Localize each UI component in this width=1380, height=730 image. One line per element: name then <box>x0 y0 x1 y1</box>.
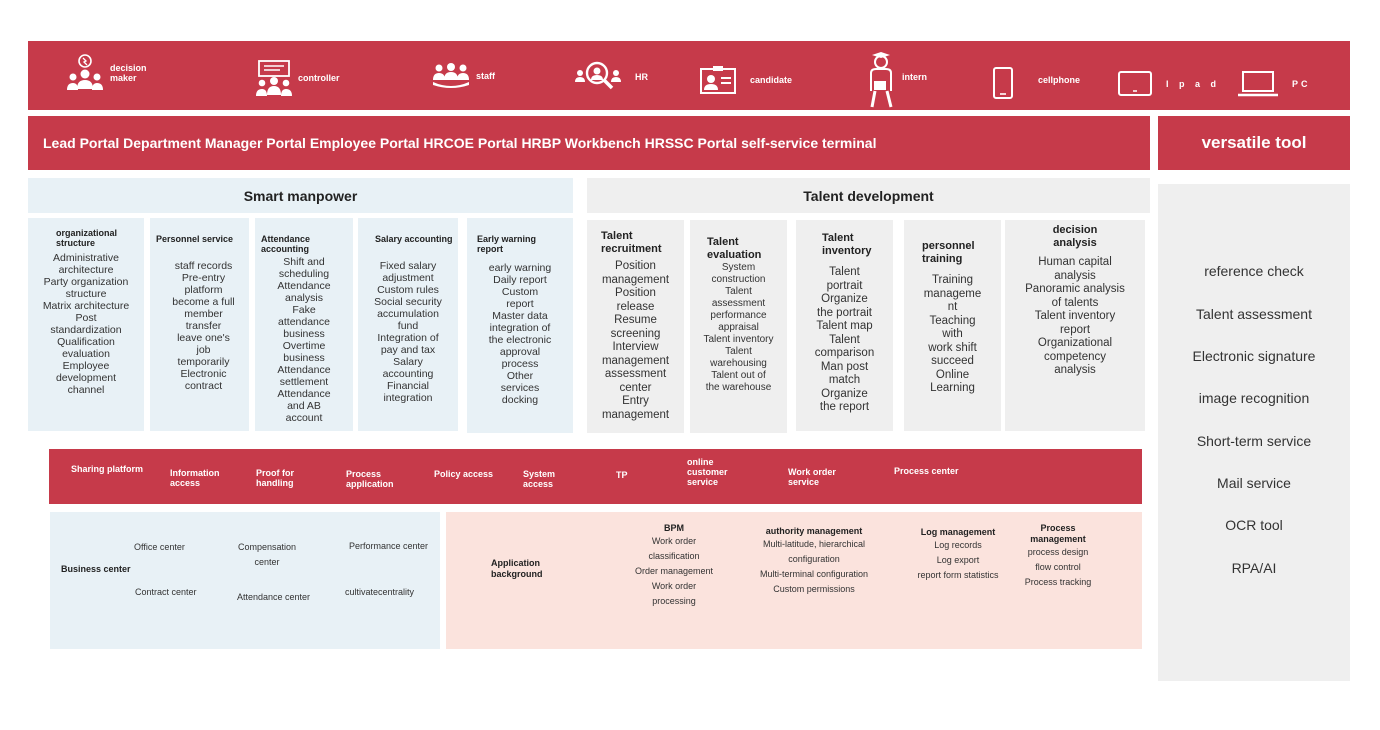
column-items: Fixed salary adjustment Custom rules Social security accumulation fund Integration of pay and tax Salary accounting Financial integration <box>374 260 442 404</box>
manpower-column[interactable] <box>467 218 573 433</box>
application-background-panel <box>446 512 1142 649</box>
versatile-tool-header <box>1158 116 1350 170</box>
user-label: cellphone <box>1038 75 1081 85</box>
cellphone-icon <box>992 67 1014 99</box>
user-label: candidate <box>750 75 793 85</box>
user-staff[interactable] <box>432 63 495 89</box>
column-items: System construction Talent assessment performance appraisal Talent inventory Talent warehousing Talent out of the warehouse <box>703 262 774 393</box>
user-label: intern <box>902 72 928 82</box>
app-group-process[interactable] <box>1013 523 1103 590</box>
user-label: I p a d <box>1166 79 1217 89</box>
column-items: Human capital analysis Panoramic analysis of talents Talent inventory report Organizational competency analysis <box>1025 256 1125 376</box>
tool-item[interactable]: Talent assessment <box>1196 306 1312 322</box>
column-title: Early warning report <box>477 234 537 254</box>
user-decision-maker[interactable] <box>66 53 147 93</box>
smart-manpower-header <box>28 178 573 213</box>
portal-strip <box>28 116 1150 170</box>
tool-item[interactable]: RPA/AI <box>1231 560 1277 576</box>
app-group-items: process design flow control Process tracking <box>1024 547 1092 587</box>
column-title: Talent recruitment <box>601 230 662 255</box>
talent-column[interactable] <box>690 220 787 433</box>
versatile-tool-title: versatile tool <box>1201 133 1307 152</box>
candidate-icon <box>700 65 736 95</box>
column-items: Training manageme nt Teaching with work shift succeed Online Learning <box>923 274 982 394</box>
column-title: Personnel service <box>156 234 234 244</box>
user-label: HR <box>635 72 648 82</box>
talent-development-title: Talent development <box>803 187 934 204</box>
talent-column[interactable] <box>904 220 1001 431</box>
column-title: Attendance accounting <box>261 234 311 254</box>
tool-item[interactable]: OCR tool <box>1225 517 1283 533</box>
app-group-title: Process management <box>1030 523 1086 544</box>
column-title: organizational structure <box>56 228 118 248</box>
column-items: Position management Position release Resume screening Interview management assessment center Entry management <box>601 260 670 421</box>
column-title: Talent inventory <box>822 232 872 257</box>
manpower-column[interactable] <box>255 218 353 431</box>
business-center-item[interactable]: Attendance center <box>237 592 311 602</box>
user-label: PC <box>1292 79 1311 89</box>
user-cellphone[interactable] <box>992 67 1080 99</box>
talent-development-header <box>587 178 1150 213</box>
user-intern[interactable] <box>866 51 927 109</box>
tool-item[interactable]: Electronic signature <box>1192 348 1316 364</box>
portal-list: Lead Portal Department Manager Portal Employee Portal HRCOE Portal HRBP Workbench HRSSC Portal self-service terminal <box>43 135 877 151</box>
app-group-title: Log management <box>920 527 996 537</box>
tool-item[interactable]: Mail service <box>1217 475 1291 491</box>
user-pc[interactable] <box>1238 71 1311 97</box>
business-center-panel <box>50 512 440 649</box>
sharing-item[interactable]: Process center <box>894 466 959 476</box>
sharing-item[interactable]: Sharing platform <box>71 464 144 474</box>
app-group-log[interactable] <box>908 527 1008 583</box>
user-role-bar <box>28 41 1350 110</box>
manpower-column[interactable] <box>150 218 249 431</box>
user-label: staff <box>476 71 496 81</box>
sharing-item[interactable]: Policy access <box>434 469 494 479</box>
business-center-item[interactable]: cultivatecentrality <box>345 587 415 597</box>
ipad-icon <box>1118 71 1152 97</box>
business-center-item[interactable]: Performance center <box>349 541 429 551</box>
talent-column[interactable] <box>587 220 684 433</box>
sharing-item[interactable]: TP <box>616 470 628 480</box>
smart-manpower-title: Smart manpower <box>243 187 358 204</box>
user-controller[interactable] <box>256 59 340 97</box>
controller-icon <box>256 59 292 97</box>
business-center-item[interactable]: Office center <box>134 542 185 552</box>
column-items: Administrative architecture Party organization structure Matrix architecture Post standardization Qualification evaluation Employee development channel <box>42 252 130 396</box>
sharing-item[interactable]: System access <box>523 469 556 489</box>
sharing-item[interactable]: Work order service <box>788 467 836 487</box>
column-title: Talent evaluation <box>707 236 762 261</box>
column-items: Shift and scheduling Attendance analysis Fake attendance business Overtime business Attendance settlement Attendance and AB account <box>277 256 331 424</box>
tool-item[interactable]: reference check <box>1204 263 1304 279</box>
column-items: Talent portrait Organize the portrait Talent map Talent comparison Man post match Organize the report <box>814 266 875 413</box>
decision-maker-icon <box>66 53 104 93</box>
user-label: decision maker <box>110 63 147 83</box>
business-center-item[interactable]: Compensation center <box>238 542 297 567</box>
manpower-column[interactable] <box>28 218 144 431</box>
user-candidate[interactable] <box>700 65 792 95</box>
staff-icon <box>432 63 470 89</box>
user-ipad[interactable] <box>1118 71 1216 97</box>
intern-icon <box>866 51 896 109</box>
app-group-title: authority management <box>765 526 863 536</box>
app-group-title: BPM <box>664 523 684 533</box>
hr-icon <box>575 61 621 93</box>
app-group-bpm[interactable] <box>624 523 724 609</box>
column-title: personnel training <box>922 240 975 265</box>
app-group-authority[interactable] <box>739 526 889 597</box>
user-hr[interactable] <box>575 61 648 93</box>
app-group-items: Log records Log export report form statistics <box>917 540 999 580</box>
column-items: early warning Daily report Custom report Master data integration of the electronic approval process Other services docking <box>488 262 552 406</box>
manpower-column[interactable] <box>358 218 458 431</box>
tool-item[interactable]: image recognition <box>1198 390 1310 406</box>
application-background-title: Application background <box>491 558 543 579</box>
business-center-item[interactable]: Contract center <box>135 587 197 597</box>
sharing-item[interactable]: Information access <box>170 468 220 488</box>
tool-item[interactable]: Short-term service <box>1196 433 1312 449</box>
column-title: decision analysis <box>1052 224 1098 249</box>
talent-column[interactable] <box>1005 220 1145 431</box>
sharing-item[interactable]: online customer service <box>687 457 728 487</box>
sharing-platform-bar <box>49 449 1142 504</box>
sharing-item[interactable]: Proof for handling <box>256 468 294 488</box>
pc-icon <box>1238 71 1278 97</box>
app-group-items: Work order classification Order management Work order processing <box>634 536 714 606</box>
user-label: controller <box>298 73 340 83</box>
talent-column[interactable] <box>796 220 893 431</box>
column-title: Salary accounting <box>375 234 453 244</box>
sharing-item[interactable]: Process application <box>346 469 394 489</box>
column-items: staff records Pre-entry platform become a full member transfer leave one's job temporarily Electronic contract <box>172 260 235 392</box>
app-group-items: Multi-latitude, hierarchical configuration Multi-terminal configuration Custom permissions <box>759 539 869 594</box>
business-center-title: Business center <box>61 564 131 574</box>
